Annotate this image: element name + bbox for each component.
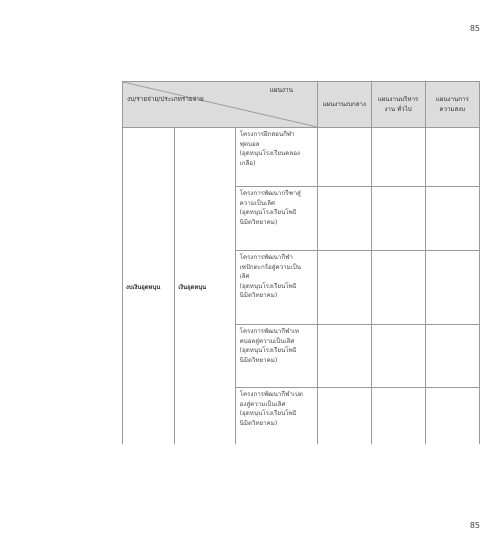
page-number-bottom: 85 — [469, 521, 480, 530]
project-text-line: คบอลสู่ความเป็นเลิศ — [239, 337, 295, 345]
project-text-line: โครงการพัฒนากีฬาเท — [239, 328, 300, 335]
project-text-line: (อุดหนุนโรงเรียนโพธิ — [239, 282, 297, 290]
project-text-line: องสู่ความเป็นเลิศ — [239, 400, 286, 408]
header-public-order: แผนงานการ ความสงบ — [425, 82, 479, 128]
budget-category-cell: งบเงินอุดหนุน — [123, 128, 175, 445]
empty-plan-cell — [425, 187, 479, 251]
empty-plan-cell — [371, 128, 425, 187]
table-body — [123, 128, 480, 445]
project-text-line: โครงการฝึกสอนกีฬา — [239, 131, 295, 138]
project-text-line: (อุดหนุนโรงเรียนโพธิ — [239, 209, 297, 217]
project-name-cell — [235, 388, 317, 445]
budget-table-container — [122, 81, 480, 444]
project-text-line: เลิศ — [239, 273, 250, 281]
project-text-line: โครงการพัฒนากีฬา — [239, 254, 293, 261]
header-general-admin: แผนงานบริหารงาน ทั่วไป — [371, 82, 425, 128]
table-row — [123, 128, 480, 187]
project-name-cell — [235, 251, 317, 325]
empty-plan-cell — [425, 251, 479, 325]
project-text-line: โครงการพัฒนากรีฑาสู่ — [239, 190, 301, 197]
project-text-line: เซปักตะกร้อสู่ความเป็น — [239, 263, 301, 271]
project-text-line: นิมิตวิทยาคม) — [239, 419, 278, 427]
project-text-line: (อุดหนุนโรงเรียนโพธิ — [239, 410, 297, 418]
empty-plan-cell — [425, 325, 479, 388]
empty-plan-cell — [318, 187, 372, 251]
empty-plan-cell — [318, 325, 372, 388]
diagonal-header-cell — [123, 82, 318, 128]
header-budget-type-label: งบ/รายจ่าย/ประเภทรายจ่าย — [127, 95, 204, 103]
project-name-cell — [235, 325, 317, 388]
empty-plan-cell — [371, 325, 425, 388]
empty-plan-cell — [371, 388, 425, 445]
header-plan-label: แผนงาน — [269, 86, 294, 94]
project-text-line: (อุดหนุนโรงเรียนคลอง — [239, 150, 300, 158]
empty-plan-cell — [425, 388, 479, 445]
project-text-line: นิมิตวิทยาคม) — [239, 218, 278, 226]
empty-plan-cell — [425, 128, 479, 187]
project-text-line: ฟุตบอล — [239, 140, 260, 148]
header-central-budget: แผนงานงบกลาง — [318, 82, 372, 128]
empty-plan-cell — [318, 128, 372, 187]
budget-table — [122, 81, 480, 444]
empty-plan-cell — [318, 251, 372, 325]
project-text-line: ความเป็นเลิศ — [239, 199, 275, 207]
project-name-cell — [235, 128, 317, 187]
project-text-line: นิมิตวิทยาคม) — [239, 292, 278, 300]
empty-plan-cell — [371, 251, 425, 325]
project-text-line: เกลือ) — [239, 159, 256, 167]
table-header-row — [123, 82, 480, 128]
project-text-line: โครงการพัฒนากีฬาเปต — [239, 391, 303, 398]
empty-plan-cell — [318, 388, 372, 445]
project-text-line: (อุดหนุนโรงเรียนโพธิ — [239, 347, 297, 355]
page-number-top: 85 — [469, 24, 480, 33]
project-text-line: นิมิตวิทยาคม) — [239, 356, 278, 364]
budget-type-cell: เงินอุดหนุน — [175, 128, 235, 445]
project-name-cell — [235, 187, 317, 251]
empty-plan-cell — [371, 187, 425, 251]
